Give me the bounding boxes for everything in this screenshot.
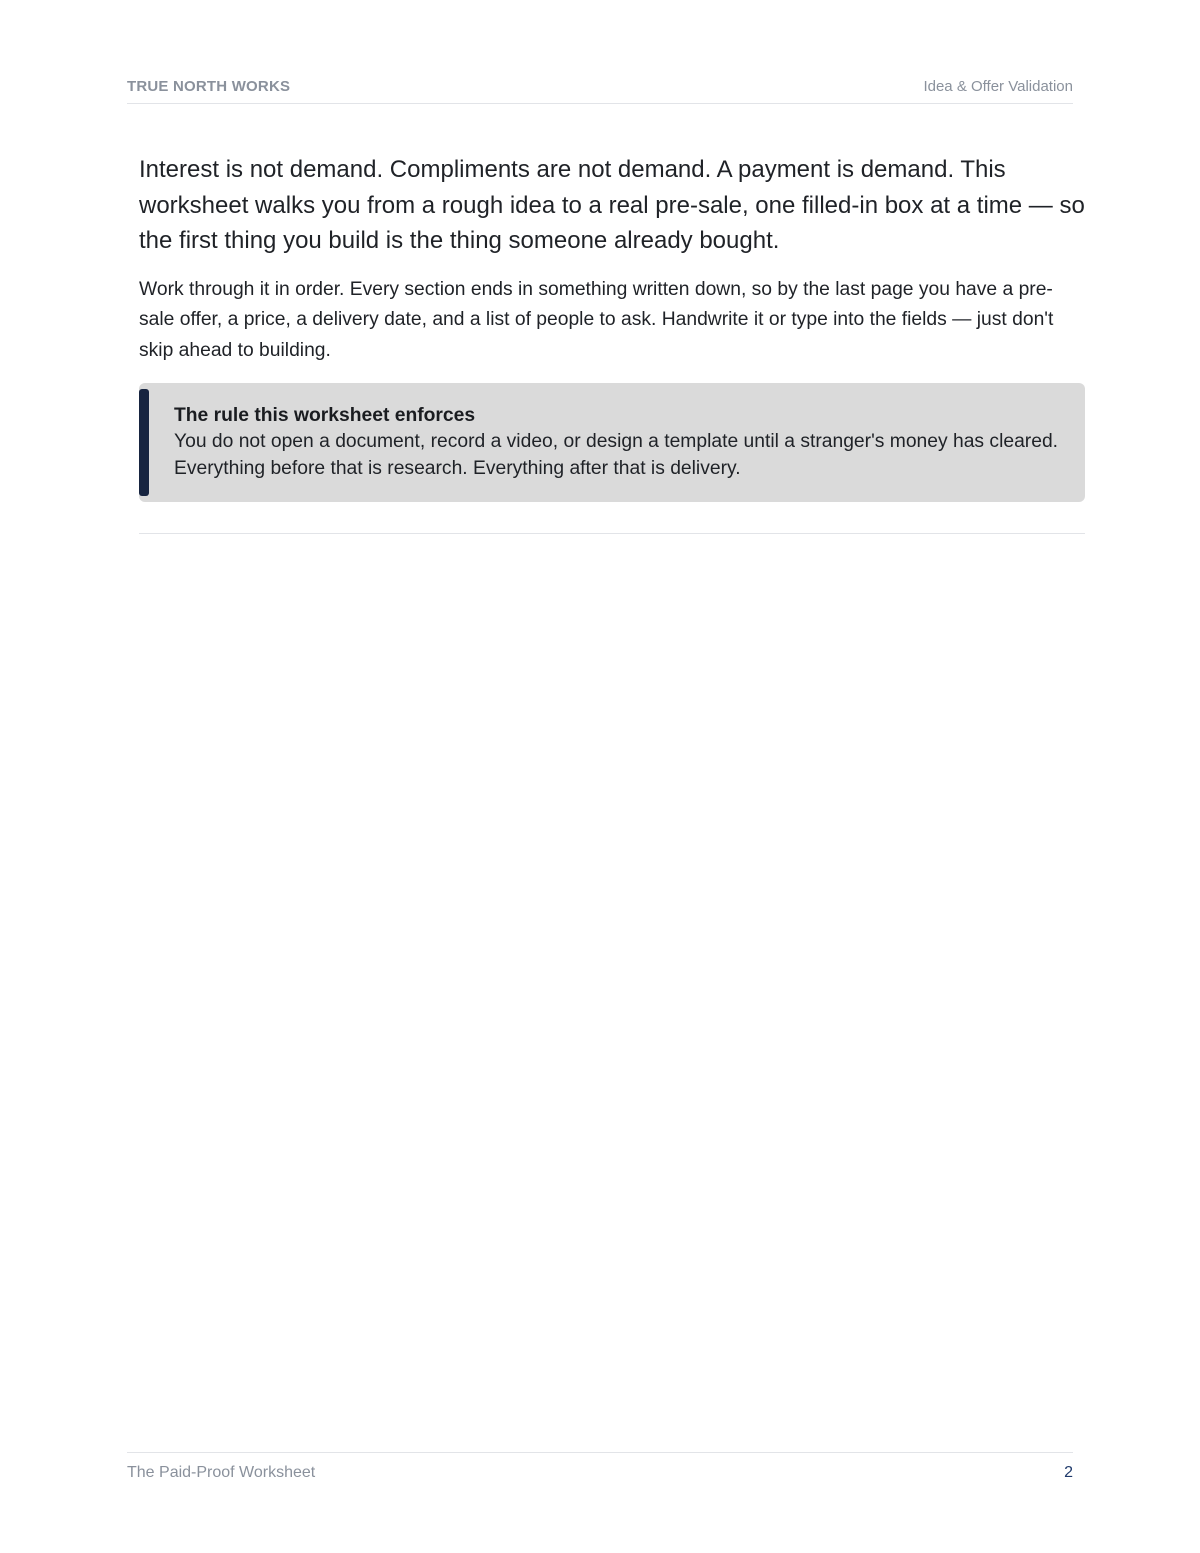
running-header [127, 77, 1073, 104]
instructions-paragraph: Work through it in order. Every section ends in something written down, so by the last page you have a pre-sale offer, a price, a delivery date, and a list of people to ask. Handwrite it or type into the fields — just don't skip ahead to building. [139, 278, 1054, 361]
callout-title: The rule this worksheet enforces [174, 405, 476, 426]
brand-name: TRUE NORTH WORKS [127, 78, 291, 95]
lead-paragraph: Interest is not demand. Compliments are not demand. A payment is demand. This worksheet walks you from a rough idea to a real pre-sale, one filled-in box at a time — so the first thing you build is the thing someone already bought. [139, 156, 1085, 254]
page-content [139, 152, 1085, 502]
document-title: The Paid-Proof Worksheet [127, 1464, 316, 1481]
section-name: Idea & Offer Validation [923, 78, 1073, 95]
rule-callout [139, 383, 1085, 502]
section-divider [139, 533, 1085, 534]
callout-accent-bar [139, 389, 149, 496]
callout-text: You do not open a document, record a video, or design a template until a stranger's money has cleared. Everything before that is research. Everything after that is delivery. [174, 431, 1059, 479]
running-footer [127, 1452, 1073, 1483]
page-number: 2 [1064, 1464, 1073, 1481]
